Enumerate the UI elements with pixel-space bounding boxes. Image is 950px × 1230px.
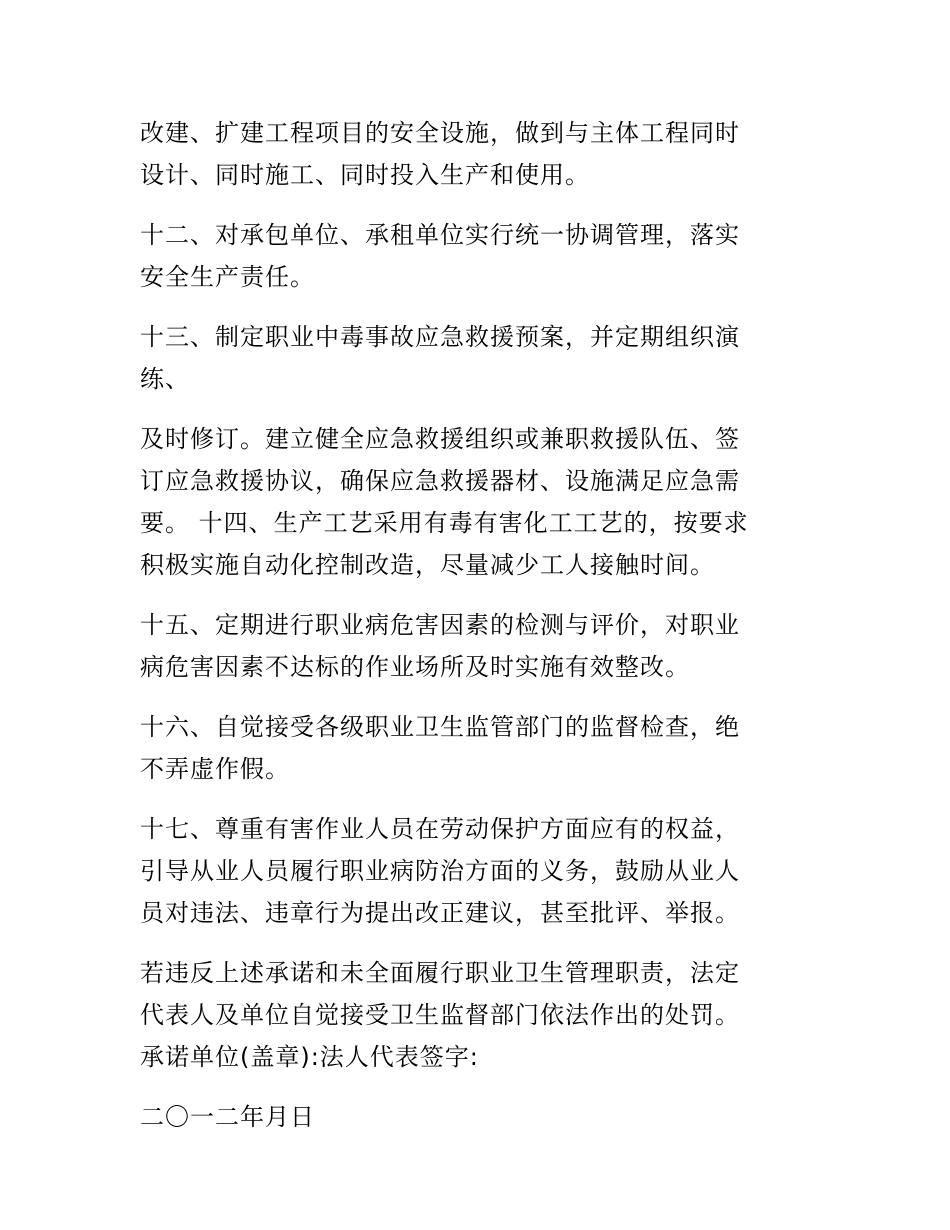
paragraph-item-13-continued-and-14 (140, 418, 810, 586)
text-line: 积极实施自动化控制改造，尽量减少工人接触时间。 (140, 551, 715, 579)
paragraph-date (140, 1096, 810, 1138)
text-line: 练、 (140, 365, 190, 393)
text-line: 十五、定期进行职业病危害因素的检测与评价，对职业 (140, 611, 740, 639)
text-line: 及时修订。建立健全应急救援组织或兼职救援队伍、签 (140, 425, 740, 453)
text-line: 引导从业人员履行职业病防治方面的义务，鼓励从业人 (140, 857, 740, 885)
paragraph-item-17 (140, 808, 810, 934)
paragraph-item-16 (140, 706, 810, 790)
paragraph-safety-facilities (140, 112, 810, 196)
text-line: 十六、自觉接受各级职业卫生监管部门的监督检查，绝 (140, 713, 740, 741)
paragraph-item-13 (140, 316, 810, 400)
text-line: 十二、对承包单位、承租单位实行统一协调管理，落实 (140, 221, 740, 249)
text-line: 不弄虚作假。 (140, 755, 290, 783)
date-line: 二〇一二年月日 (140, 1103, 315, 1131)
text-line: 设计、同时施工、同时投入生产和使用。 (140, 161, 590, 189)
text-line: 订应急救援协议，确保应急救援器材、设施满足应急需 (140, 467, 740, 495)
text-line: 安全生产责任。 (140, 263, 315, 291)
text-line: 代表人及单位自觉接受卫生监督部门依法作出的处罚。 (140, 1001, 740, 1029)
text-line: 改建、扩建工程项目的安全设施，做到与主体工程同时 (140, 119, 740, 147)
text-line: 若违反上述承诺和未全面履行职业卫生管理职责，法定 (140, 959, 740, 987)
text-line: 十七、尊重有害作业人员在劳动保护方面应有的权益， (140, 815, 740, 843)
paragraph-commitment-signature (140, 952, 810, 1078)
paragraph-item-15 (140, 604, 810, 688)
text-line: 十三、制定职业中毒事故应急救援预案，并定期组织演 (140, 323, 740, 351)
text-line: 要。 十四、生产工艺采用有毒有害化工工艺的，按要求 (140, 509, 749, 537)
signature-line: 承诺单位(盖章):法人代表签字: (140, 1043, 479, 1071)
document-page (140, 112, 810, 1156)
text-line: 病危害因素不达标的作业场所及时实施有效整改。 (140, 653, 690, 681)
text-line: 员对违法、违章行为提出改正建议，甚至批评、举报。 (140, 899, 740, 927)
paragraph-item-12 (140, 214, 810, 298)
